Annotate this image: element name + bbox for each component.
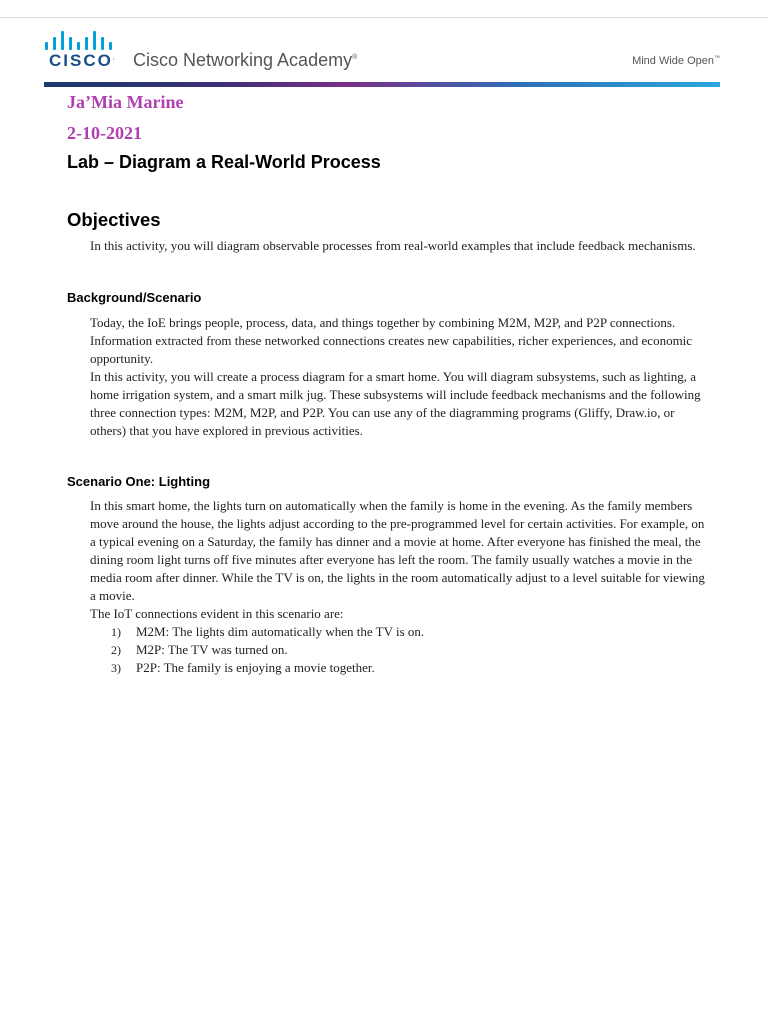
scenario-one-paragraph: In this smart home, the lights turn on automatically when the family is home in the evening. As the family members move around the house, the lights adjust according to the pre-programmed level for certain activities. For example, on a typical evening on a Saturday, the family has dinner and a movie at home. After everyone has finished the meal, the dining room light turns off five minutes after everyone has left the room. The family usually watches a movie in the media room after dinner. While the TV is on, the lights in the room automatically adjust to a level suitable for viewing a movie. bbox=[90, 498, 705, 603]
background-paragraph: Today, the IoE brings people, process, data, and things together by combining M2M, M2P, and P2P connections. Information extracted from these networked connections creates new capabilities, richer experiences, and economic opportunity. bbox=[90, 315, 693, 366]
tagline: Mind Wide Open™ bbox=[632, 55, 720, 67]
academy-name: Cisco Networking Academy® bbox=[133, 50, 358, 70]
list-intro: The IoT connections evident in this scenario are: bbox=[90, 606, 344, 621]
document-date: 2-10-2021 bbox=[67, 123, 142, 143]
page-header bbox=[44, 30, 720, 80]
connections-list bbox=[90, 623, 708, 677]
background-paragraph: In this activity, you will create a process diagram for a smart home. You will diagram subsystems, such as lighting, a home irrigation system, and a smart milk jug. These subsystems will include feedback mechanisms and the following three connection types: M2M, M2P, and P2P. You can use any of the diagramming programs (Gliffy, Draw.io, or others) that you have explored in previous activities. bbox=[90, 369, 701, 438]
list-item: 3) P2P: The family is enjoying a movie together. bbox=[111, 660, 375, 675]
scenario-one-heading: Scenario One: Lighting bbox=[67, 474, 211, 489]
list-item: 1) M2M: The lights dim automatically when the TV is on. bbox=[111, 624, 425, 639]
lab-title: Lab – Diagram a Real-World Process bbox=[67, 152, 381, 172]
objectives-paragraph: In this activity, you will diagram observable processes from real-world examples that include feedback mechanisms. bbox=[90, 238, 696, 253]
scenario-one-text bbox=[90, 497, 708, 677]
cisco-logo: CISCO. bbox=[49, 51, 115, 70]
list-item: 2) M2P: The TV was turned on. bbox=[111, 642, 288, 657]
header-color-band bbox=[44, 82, 720, 87]
background-heading: Background/Scenario bbox=[67, 290, 202, 305]
cisco-bars-icon bbox=[44, 30, 116, 50]
objectives-text bbox=[90, 237, 708, 255]
background-text bbox=[90, 314, 708, 440]
objectives-heading: Objectives bbox=[67, 209, 161, 230]
author-name: Ja’Mia Marine bbox=[67, 92, 184, 112]
top-rule bbox=[0, 17, 768, 18]
